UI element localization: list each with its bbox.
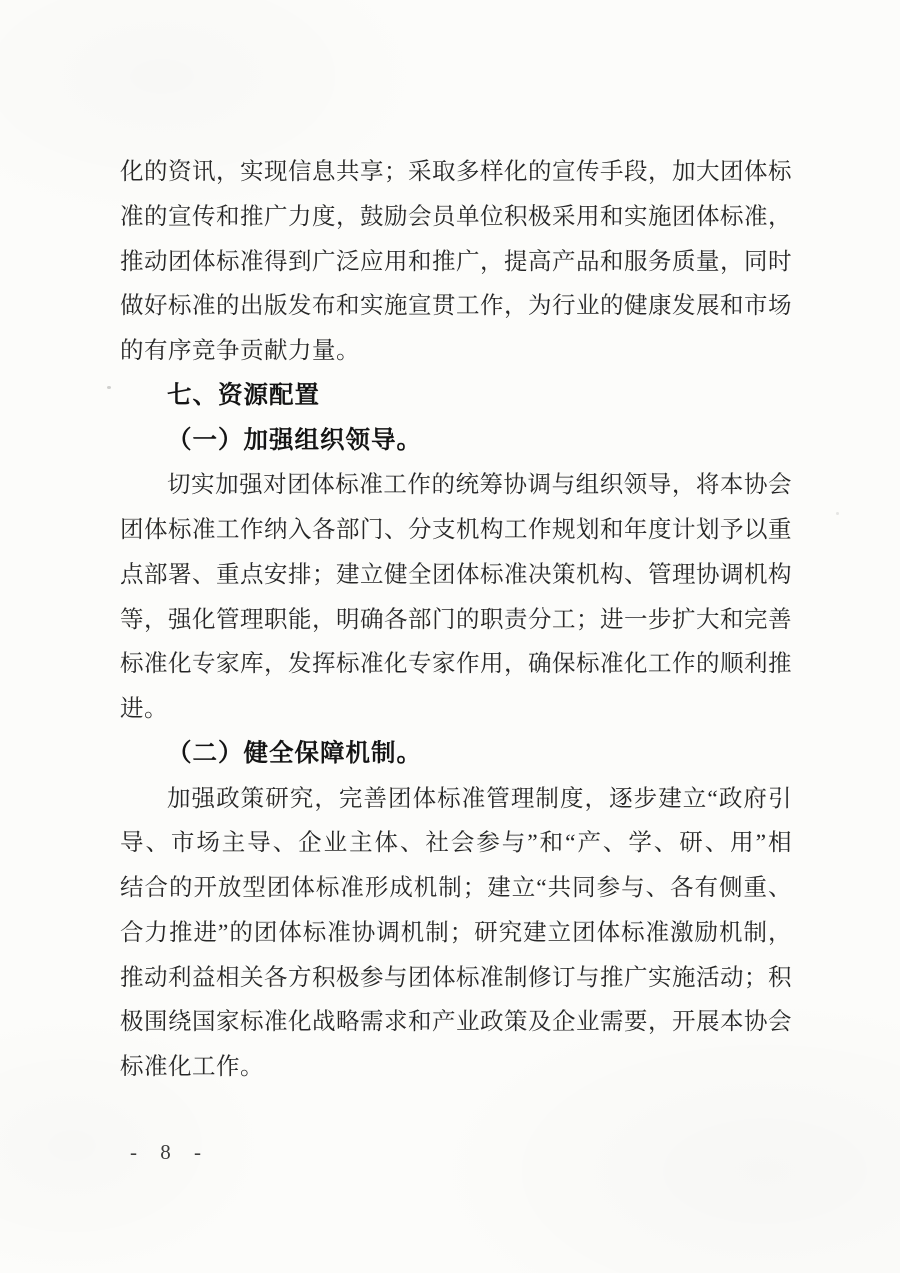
section-heading: （一）加强组织领导。 [167, 426, 422, 454]
text-line: 点部署、重点安排；建立健全团体标准决策机构、管理协调机构 [120, 561, 792, 588]
scan-speck [107, 386, 111, 389]
text-line: 化的资讯，实现信息共享；采取多样化的宣传手段，加大团体标 [120, 159, 792, 185]
text-line: 团体标准工作纳入各部门、分支机构工作规划和年度计划予以重 [120, 517, 792, 543]
text-line: 结合的开放型团体标准形成机制；建立“共同参与、各有侧重、 [120, 875, 792, 901]
text-line: 加强政策研究，完善团体标准管理制度，逐步建立“政府引 [167, 785, 792, 812]
text-line: 极围绕国家标准化战略需求和产业政策及企业需要，开展本协会 [120, 1009, 792, 1036]
text-line: 合力推进”的团体标准协调机制；研究建立团体标准激励机制， [120, 919, 792, 946]
text-line: 的有序竞争贡献力量。 [120, 338, 360, 364]
text-line: 切实加强对团体标准工作的统筹协调与组织领导，将本协会 [167, 472, 792, 499]
page-number: - 8 - [130, 1140, 210, 1164]
text-line: 进。 [120, 696, 168, 722]
scan-speck [836, 512, 839, 515]
text-line: 标准化工作。 [120, 1054, 264, 1080]
text-line: 导、市场主导、企业主体、社会参与”和“产、学、研、用”相 [120, 830, 792, 857]
document-content [120, 150, 792, 1090]
section-heading: （二）健全保障机制。 [167, 739, 422, 767]
text-line: 推动利益相关各方积极参与团体标准制修订与推广实施活动；积 [120, 964, 792, 991]
text-line: 推动团体标准得到广泛应用和推广，提高产品和服务质量，同时 [120, 248, 792, 275]
section-heading: 七、资源配置 [167, 381, 320, 409]
text-line: 做好标准的出版发布和实施宣贯工作，为行业的健康发展和市场 [120, 293, 792, 320]
text-line: 标准化专家库，发挥标准化专家作用，确保标准化工作的顺利推 [120, 651, 792, 678]
text-line: 准的宣传和推广力度，鼓励会员单位积极采用和实施团体标准， [120, 203, 792, 230]
text-line: 等，强化管理职能，明确各部门的职责分工；进一步扩大和完善 [120, 606, 792, 633]
